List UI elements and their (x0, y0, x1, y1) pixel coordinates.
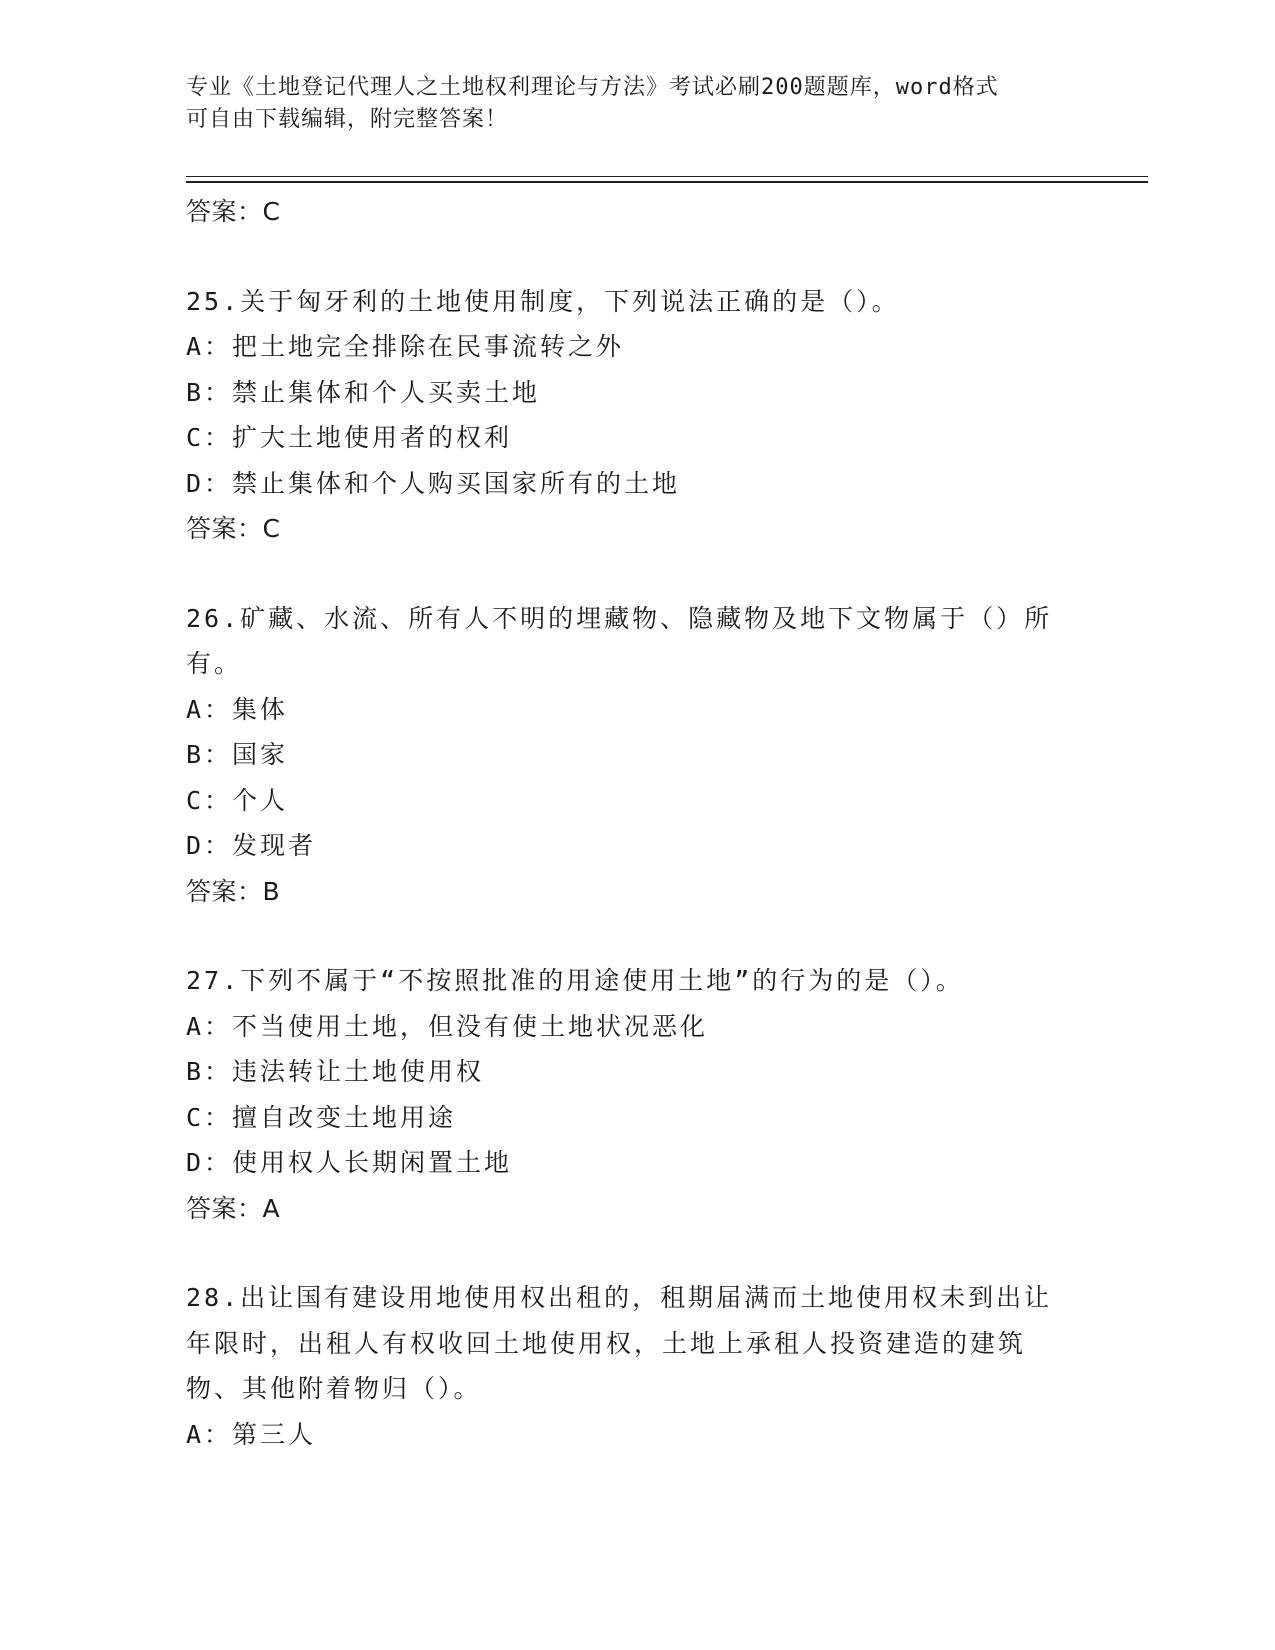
header-line-2: 可自由下载编辑，附完整答案！ (186, 107, 509, 132)
question-block (186, 958, 1086, 1231)
answer-line: 答案：A (186, 1193, 281, 1223)
question-text: 27.下列不属于“不按照批准的用途使用土地”的行为的是（）。 (186, 966, 964, 995)
option-d: D：禁止集体和个人购买国家所有的土地 (186, 468, 681, 498)
option-a: A：不当使用土地，但没有使土地状况恶化 (186, 1011, 709, 1041)
option-b: B：违法转让土地使用权 (186, 1057, 485, 1086)
option-a: A：第三人 (186, 1419, 317, 1449)
option-a: A：集体 (186, 694, 289, 724)
question-text-continued: 年限时，出租人有权收回土地使用权，土地上承租人投资建造的建筑 (186, 1328, 1027, 1358)
option-d: D：使用权人长期闲置土地 (186, 1148, 513, 1177)
option-b: B：国家 (186, 740, 289, 769)
option-c: C：个人 (186, 785, 289, 815)
question-text-continued: 有。 (186, 649, 243, 678)
question-text: 25.关于匈牙利的土地使用制度，下列说法正确的是（）。 (186, 286, 900, 316)
option-a: A：把土地完全排除在民事流转之外 (186, 332, 625, 361)
option-c: C：扩大土地使用者的权利 (186, 423, 513, 452)
option-d: D：发现者 (186, 831, 317, 860)
question-block (186, 596, 1086, 915)
spacer (186, 914, 1086, 958)
question-list (186, 189, 1086, 1457)
question-text: 26.矿藏、水流、所有人不明的埋藏物、隐藏物及地下文物属于（）所 (186, 603, 1053, 633)
spacer (186, 1231, 1086, 1275)
document-header (186, 72, 1086, 136)
answer-line: 答案：C (186, 197, 281, 226)
spacer (186, 552, 1086, 596)
answer-line: 答案：C (186, 514, 281, 543)
spacer (186, 235, 1086, 279)
question-text: 28.出让国有建设用地使用权出租的，租期届满而土地使用权未到出让 (186, 1283, 1053, 1312)
option-b: B：禁止集体和个人买卖土地 (186, 377, 541, 407)
header-rule-thick (186, 181, 1148, 183)
answer-line: 答案：B (186, 876, 281, 906)
question-block (186, 279, 1086, 552)
question-text-continued: 物、其他附着物归（）。 (186, 1374, 482, 1403)
header-line-1: 专业《土地登记代理人之土地权利理论与方法》考试必刷200题题库，word格式 (186, 75, 999, 100)
question-block (186, 1275, 1086, 1457)
option-c: C：擅自改变土地用途 (186, 1102, 457, 1132)
header-rule-thin (186, 176, 1148, 177)
